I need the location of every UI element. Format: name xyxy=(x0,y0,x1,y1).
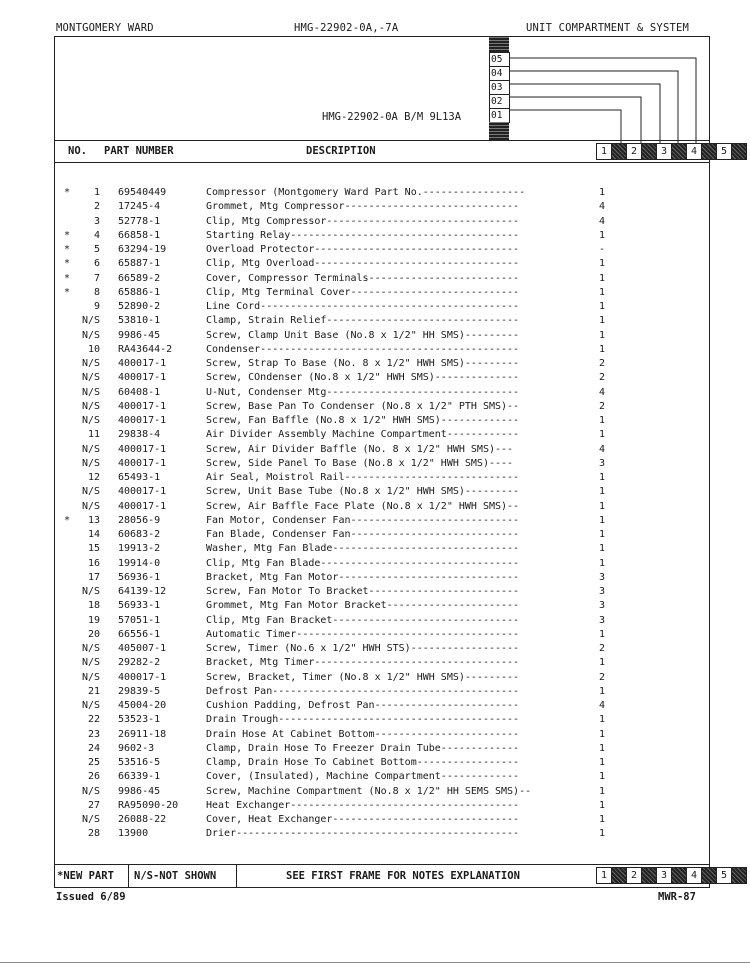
part-quantity: 1 xyxy=(599,814,606,825)
part-description: Clamp, Drain Hose To Freezer Drain Tube------------- xyxy=(206,742,520,754)
part-description: Air Seal, Moistrol Rail----------------------------- xyxy=(206,472,520,483)
part-quantity: 1 xyxy=(599,685,606,697)
part-quantity: 1 xyxy=(599,628,606,640)
part-description: Cover, Compressor Terminals------------------------- xyxy=(206,272,520,284)
part-quantity: 1 xyxy=(599,500,606,512)
part-quantity: 1 xyxy=(599,742,606,754)
item-number: N/S xyxy=(81,457,100,469)
item-number-value: 13 xyxy=(87,514,100,526)
part-quantity: 2 xyxy=(599,671,606,683)
scan-edge-line xyxy=(0,962,750,963)
parts-row xyxy=(60,371,660,385)
parts-row xyxy=(60,329,660,343)
part-description: Clamp, Drain Hose To Cabinet Bottom----------------- xyxy=(206,757,520,768)
footer-col-1: 1 xyxy=(596,867,612,884)
parts-row xyxy=(60,728,660,742)
part-quantity: 1 xyxy=(599,529,606,540)
item-number: 11 xyxy=(87,429,100,441)
part-description: Screw, Fan Baffle (No.8 x 1/2" HWH SMS)------------- xyxy=(206,415,520,426)
part-description: Screw, Bracket, Timer (No.8 x 1/2" HWH SMS)--------- xyxy=(206,671,520,683)
part-description: Screw, Air Divider Baffle (No. 8 x 1/2" HWH SMS)--- xyxy=(206,443,514,455)
parts-row xyxy=(60,428,660,442)
part-description: Drain Hose At Cabinet Bottom------------------------ xyxy=(206,728,520,740)
footer-column-boxes xyxy=(596,867,746,884)
item-number: 10 xyxy=(87,343,100,355)
part-number: 65887-1 xyxy=(118,258,161,270)
item-number-value: 6 xyxy=(93,258,100,270)
item-number: 20 xyxy=(87,628,100,640)
parts-row xyxy=(60,614,660,628)
part-number: 400017-1 xyxy=(118,400,167,412)
part-quantity: 1 xyxy=(599,329,606,341)
item-number: N/S xyxy=(81,443,100,455)
item-number: 23 xyxy=(87,728,100,740)
part-description: Air Divider Assembly Machine Compartment------------ xyxy=(206,429,520,441)
item-number: 18 xyxy=(87,600,100,612)
footer-col-3: 3 xyxy=(656,867,672,884)
part-number: 400017-1 xyxy=(118,486,167,498)
parts-row xyxy=(60,571,660,585)
model-row-01: 01 xyxy=(489,109,510,123)
item-number: N/S xyxy=(81,643,100,654)
parts-row xyxy=(60,528,660,542)
part-description: Screw, Machine Compartment (No.8 x 1/2" HH SEMS SMS)-- xyxy=(206,785,532,797)
item-number: N/S xyxy=(81,400,100,412)
section-title: UNIT COMPARTMENT & SYSTEM xyxy=(526,22,690,34)
part-description: Overload Protector---------------------------------- xyxy=(206,244,520,255)
model-col-5: 5 xyxy=(716,143,732,160)
part-quantity: 1 xyxy=(599,828,606,840)
parts-row xyxy=(60,713,660,727)
part-number: 400017-1 xyxy=(118,500,167,512)
part-quantity: 1 xyxy=(599,657,606,669)
model-row-04: 04 xyxy=(489,67,510,81)
part-description: Fan Motor, Condenser Fan---------------------------- xyxy=(206,514,520,526)
parts-row xyxy=(60,599,660,613)
bill-of-material-label: HMG-22902-0A B/M 9L13A xyxy=(322,111,462,123)
column-part-number: PART NUMBER xyxy=(104,145,174,157)
item-number: N/S xyxy=(81,657,100,669)
part-quantity: 1 xyxy=(599,514,606,526)
part-description: Screw, Base Pan To Condenser (No.8 x 1/2" PTH SMS)-- xyxy=(206,400,520,412)
brand-name: MONTGOMERY WARD xyxy=(56,22,154,34)
part-number: 57051-1 xyxy=(118,614,161,626)
item-number: N/S xyxy=(81,586,100,597)
part-quantity: - xyxy=(599,244,606,255)
part-quantity: 2 xyxy=(599,400,606,412)
part-description: Bracket, Mtg Timer---------------------------------- xyxy=(206,657,520,669)
parts-row xyxy=(60,357,660,371)
divider-footer xyxy=(54,864,710,865)
parts-row xyxy=(60,257,660,271)
parts-row xyxy=(60,414,660,428)
parts-row xyxy=(60,457,660,471)
part-number: 65493-1 xyxy=(118,472,161,483)
part-quantity: 1 xyxy=(599,429,606,441)
model-col-4: 4 xyxy=(686,143,702,160)
model-col-mark xyxy=(731,143,747,160)
parts-row xyxy=(60,813,660,827)
part-description: U-Nut, Condenser Mtg-------------------------------- xyxy=(206,386,520,398)
model-col-mark xyxy=(671,143,687,160)
page-code: MWR-87 xyxy=(658,891,696,903)
part-description: Bracket, Mtg Fan Motor------------------------------ xyxy=(206,571,520,583)
part-number: 26911-18 xyxy=(118,728,167,740)
part-quantity: 1 xyxy=(599,486,606,498)
item-number: N/S xyxy=(81,386,100,398)
part-number: 53523-1 xyxy=(118,714,161,726)
column-description: DESCRIPTION xyxy=(306,145,376,157)
item-number: 15 xyxy=(87,543,100,555)
part-number: 64139-12 xyxy=(118,586,167,597)
parts-row xyxy=(60,699,660,713)
parts-row xyxy=(60,443,660,457)
parts-row xyxy=(60,300,660,314)
model-col-mark xyxy=(641,143,657,160)
part-number: 9986-45 xyxy=(118,785,161,797)
part-quantity: 1 xyxy=(599,315,606,327)
part-quantity: 1 xyxy=(599,543,606,555)
item-number-value: 4 xyxy=(93,229,100,241)
part-quantity: 1 xyxy=(599,415,606,426)
part-quantity: 2 xyxy=(599,358,606,369)
part-description: Line Cord------------------------------------------- xyxy=(206,301,520,312)
footer-col-mark xyxy=(611,867,627,884)
part-number: 60408-1 xyxy=(118,386,161,398)
item-number: N/S xyxy=(81,814,100,825)
model-col-1: 1 xyxy=(596,143,612,160)
item-number: * xyxy=(64,229,71,241)
parts-row xyxy=(60,585,660,599)
parts-row xyxy=(60,400,660,414)
part-quantity: 3 xyxy=(599,586,606,597)
part-description: Clamp, Strain Relief-------------------------------- xyxy=(206,315,520,327)
item-number: * xyxy=(64,187,71,198)
model-col-3: 3 xyxy=(656,143,672,160)
part-number: RA95090-20 xyxy=(118,799,179,811)
part-quantity: 3 xyxy=(599,614,606,626)
item-number: 22 xyxy=(87,714,100,726)
part-quantity: 1 xyxy=(599,301,606,312)
column-no: NO. xyxy=(68,145,87,157)
part-number: 19913-2 xyxy=(118,543,161,555)
part-description: Clip, Mtg Terminal Cover---------------------------- xyxy=(206,286,520,298)
part-quantity: 1 xyxy=(599,557,606,569)
part-description: Clip, Mtg Fan Blade--------------------------------- xyxy=(206,557,520,569)
part-number: 400017-1 xyxy=(118,457,167,469)
part-number: 45004-20 xyxy=(118,700,167,711)
item-number: N/S xyxy=(81,486,100,498)
item-number: 19 xyxy=(87,614,100,626)
footer-col-4: 4 xyxy=(686,867,702,884)
footer-divider xyxy=(128,864,129,888)
model-row-03: 03 xyxy=(489,81,510,95)
part-number: 53516-5 xyxy=(118,757,161,768)
parts-row xyxy=(60,215,660,229)
model-row-05: 05 xyxy=(489,52,510,67)
part-description: Condenser------------------------------------------- xyxy=(206,343,520,355)
model-col-mark xyxy=(611,143,627,160)
part-description: Starting Relay-------------------------------------- xyxy=(206,229,520,241)
parts-row xyxy=(60,742,660,756)
parts-row xyxy=(60,799,660,813)
part-quantity: 4 xyxy=(599,700,606,711)
part-description: Heat Exchanger-------------------------------------- xyxy=(206,799,520,811)
parts-row xyxy=(60,386,660,400)
item-number: 14 xyxy=(87,529,100,540)
item-number: N/S xyxy=(81,315,100,327)
item-number: * xyxy=(64,272,71,284)
part-quantity: 2 xyxy=(599,643,606,654)
part-quantity: 1 xyxy=(599,714,606,726)
part-description: Clip, Mtg Overload---------------------------------- xyxy=(206,258,520,270)
part-number: RA43644-2 xyxy=(118,343,173,355)
part-number: 52890-2 xyxy=(118,301,161,312)
part-description: Screw, Air Baffle Face Plate (No.8 x 1/2" HWH SMS)-- xyxy=(206,500,520,512)
part-number: 400017-1 xyxy=(118,671,167,683)
parts-row xyxy=(60,229,660,243)
footer-col-2: 2 xyxy=(626,867,642,884)
item-number: 21 xyxy=(87,685,100,697)
part-description: Clip, Mtg Fan Bracket------------------------------- xyxy=(206,614,520,626)
part-quantity: 3 xyxy=(599,571,606,583)
model-row-02: 02 xyxy=(489,95,510,109)
part-number: 26088-22 xyxy=(118,814,167,825)
parts-row xyxy=(60,272,660,286)
item-number-value: 8 xyxy=(93,286,100,298)
item-number-value: 1 xyxy=(93,187,100,198)
part-description: Grommet, Mtg Fan Motor Bracket---------------------- xyxy=(206,600,520,612)
part-number: 69540449 xyxy=(118,187,167,198)
parts-row xyxy=(60,628,660,642)
parts-row xyxy=(60,314,660,328)
part-number: 29838-4 xyxy=(118,429,161,441)
item-number: 27 xyxy=(87,799,100,811)
part-quantity: 1 xyxy=(599,343,606,355)
legend-not-shown: N/S-NOT SHOWN xyxy=(134,870,217,882)
part-description: Defrost Pan----------------------------------------- xyxy=(206,685,520,697)
part-number: 63294-19 xyxy=(118,244,167,255)
parts-row xyxy=(60,671,660,685)
footer-divider xyxy=(236,864,237,888)
part-description: Drain Trough---------------------------------------- xyxy=(206,714,520,726)
item-number: N/S xyxy=(81,415,100,426)
item-number: * xyxy=(64,514,71,526)
part-number: 29839-5 xyxy=(118,685,161,697)
part-number: 9986-45 xyxy=(118,329,161,341)
item-number: * xyxy=(64,244,71,255)
model-col-mark xyxy=(701,143,717,160)
footer-col-mark xyxy=(671,867,687,884)
parts-row xyxy=(60,186,660,200)
item-number: N/S xyxy=(81,785,100,797)
part-number: 66556-1 xyxy=(118,628,161,640)
part-quantity: 1 xyxy=(599,757,606,768)
part-quantity: 4 xyxy=(599,201,606,213)
part-number: 56936-1 xyxy=(118,571,161,583)
part-number: 400017-1 xyxy=(118,372,167,384)
item-number: 24 xyxy=(87,742,100,754)
model-col-2: 2 xyxy=(626,143,642,160)
item-number: * xyxy=(64,286,71,298)
footer-col-mark xyxy=(701,867,717,884)
parts-row xyxy=(60,286,660,300)
parts-row xyxy=(60,557,660,571)
parts-row xyxy=(60,770,660,784)
item-number: N/S xyxy=(81,329,100,341)
part-quantity: 1 xyxy=(599,229,606,241)
part-quantity: 3 xyxy=(599,457,606,469)
parts-row xyxy=(60,642,660,656)
part-number: 66339-1 xyxy=(118,771,161,783)
part-quantity: 2 xyxy=(599,372,606,384)
parts-row xyxy=(60,756,660,770)
notes-reference: SEE FIRST FRAME FOR NOTES EXPLANATION xyxy=(286,870,520,882)
part-description: Clip, Mtg Compressor-------------------------------- xyxy=(206,215,520,227)
part-description: Drier----------------------------------------------- xyxy=(206,828,520,840)
parts-row xyxy=(60,200,660,214)
part-description: Screw, Strap To Base (No. 8 x 1/2" HWH SMS)--------- xyxy=(206,358,520,369)
part-quantity: 1 xyxy=(599,286,606,298)
part-number: 9602-3 xyxy=(118,742,155,754)
part-description: Screw, Side Panel To Base (No.8 x 1/2" HWH SMS)---- xyxy=(206,457,514,469)
item-number: 2 xyxy=(93,201,100,213)
part-description: Compressor (Montgomery Ward Part No.----------------- xyxy=(206,187,526,198)
part-quantity: 4 xyxy=(599,215,606,227)
item-number: 17 xyxy=(87,571,100,583)
issued-date: Issued 6/89 xyxy=(56,891,126,903)
item-number: 9 xyxy=(93,301,100,312)
part-quantity: 3 xyxy=(599,600,606,612)
item-number: N/S xyxy=(81,372,100,384)
part-description: Washer, Mtg Fan Blade------------------------------- xyxy=(206,543,520,555)
part-quantity: 1 xyxy=(599,187,606,198)
part-number: 400017-1 xyxy=(118,415,167,426)
part-quantity: 4 xyxy=(599,443,606,455)
parts-row xyxy=(60,485,660,499)
item-number-value: 5 xyxy=(93,244,100,255)
part-number: 400017-1 xyxy=(118,443,167,455)
parts-row xyxy=(60,343,660,357)
part-number: 52778-1 xyxy=(118,215,161,227)
item-number: * xyxy=(64,258,71,270)
part-description: Screw, Unit Base Tube (No.8 x 1/2" HWH SMS)--------- xyxy=(206,486,520,498)
part-quantity: 1 xyxy=(599,728,606,740)
part-number: 53810-1 xyxy=(118,315,161,327)
parts-row xyxy=(60,471,660,485)
part-quantity: 1 xyxy=(599,799,606,811)
part-number: 17245-4 xyxy=(118,201,161,213)
part-quantity: 1 xyxy=(599,771,606,783)
item-number: N/S xyxy=(81,358,100,369)
part-number: 66589-2 xyxy=(118,272,161,284)
item-number: 12 xyxy=(87,472,100,483)
part-description: Screw, COndenser (No.8 x 1/2" HWH SMS)-------------- xyxy=(206,372,520,384)
part-description: Cushion Padding, Defrost Pan------------------------ xyxy=(206,700,520,711)
part-number: 29282-2 xyxy=(118,657,161,669)
parts-row xyxy=(60,656,660,670)
part-number: 60683-2 xyxy=(118,529,161,540)
item-number: 28 xyxy=(87,828,100,840)
part-number: 19914-0 xyxy=(118,557,161,569)
footer-col-5: 5 xyxy=(716,867,732,884)
parts-row xyxy=(60,785,660,799)
part-description: Screw, Clamp Unit Base (No.8 x 1/2" HH SMS)--------- xyxy=(206,329,520,341)
item-number: 25 xyxy=(87,757,100,768)
parts-row xyxy=(60,827,660,841)
part-number: 66858-1 xyxy=(118,229,161,241)
parts-row xyxy=(60,685,660,699)
item-number: N/S xyxy=(81,671,100,683)
part-number: 13900 xyxy=(118,828,149,840)
part-description: Fan Blade, Condenser Fan---------------------------- xyxy=(206,529,520,540)
part-description: Cover, (Insulated), Machine Compartment------------- xyxy=(206,771,520,783)
item-number: 16 xyxy=(87,557,100,569)
model-column-boxes xyxy=(596,143,746,160)
parts-row xyxy=(60,500,660,514)
legend-new-part: *NEW PART xyxy=(57,870,114,882)
part-description: Screw, Timer (No.6 x 1/2" HWH STS)------------------ xyxy=(206,643,520,654)
part-description: Automatic Timer------------------------------------- xyxy=(206,628,520,640)
part-number: 65886-1 xyxy=(118,286,161,298)
parts-row xyxy=(60,243,660,257)
part-quantity: 1 xyxy=(599,258,606,270)
parts-row xyxy=(60,514,660,528)
item-number: N/S xyxy=(81,700,100,711)
item-number: 26 xyxy=(87,771,100,783)
item-number: 3 xyxy=(93,215,100,227)
part-quantity: 4 xyxy=(599,386,606,398)
part-description: Grommet, Mtg Compressor----------------------------- xyxy=(206,201,520,213)
part-number: 400017-1 xyxy=(118,358,167,369)
parts-row xyxy=(60,542,660,556)
part-description: Cover, Heat Exchanger------------------------------- xyxy=(206,814,520,825)
part-number: 28056-9 xyxy=(118,514,161,526)
part-quantity: 1 xyxy=(599,272,606,284)
footer-col-mark xyxy=(731,867,747,884)
part-number: 405007-1 xyxy=(118,643,167,654)
part-description: Screw, Fan Motor To Bracket------------------------- xyxy=(206,586,520,597)
model-number: HMG-22902-0A,-7A xyxy=(294,22,399,34)
item-number: N/S xyxy=(81,500,100,512)
part-number: 56933-1 xyxy=(118,600,161,612)
item-number-value: 7 xyxy=(93,272,100,284)
part-quantity: 1 xyxy=(599,785,606,797)
footer-col-mark xyxy=(641,867,657,884)
part-quantity: 1 xyxy=(599,472,606,483)
